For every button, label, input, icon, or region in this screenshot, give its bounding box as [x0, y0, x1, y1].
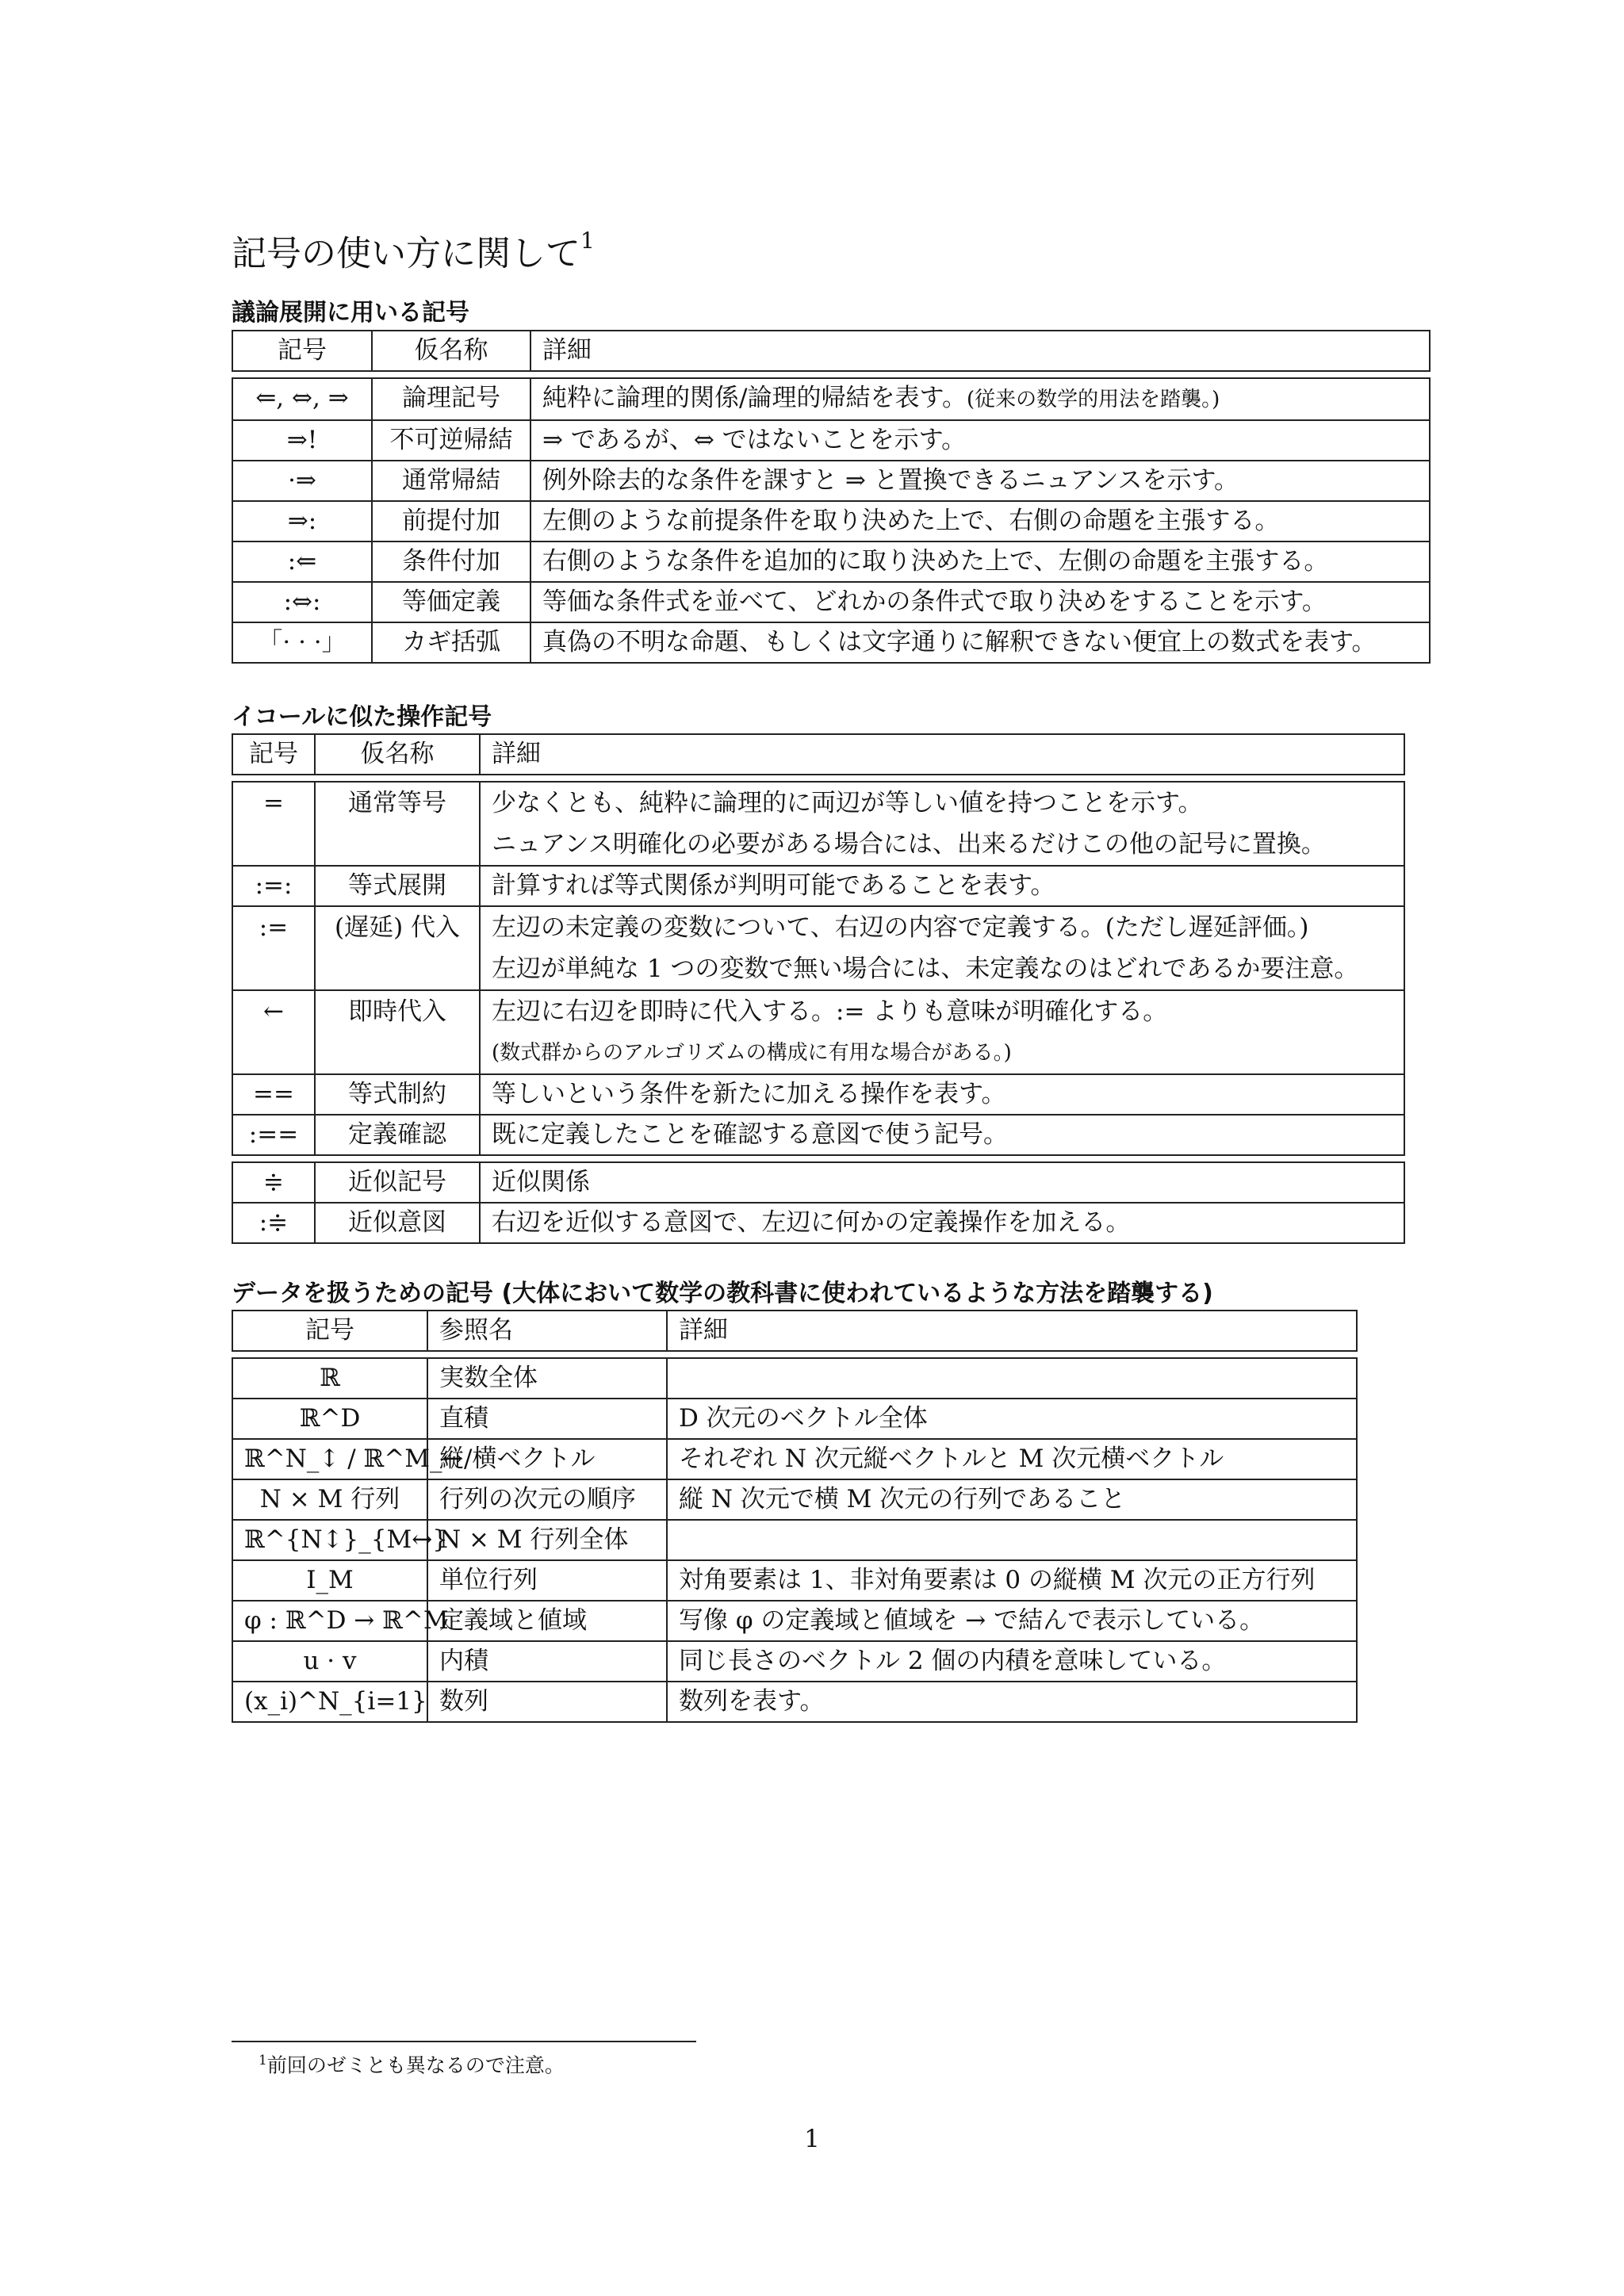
- table-row: [232, 1203, 1404, 1243]
- name-cell: 近似記号: [315, 1162, 480, 1203]
- symbol-cell: 「· · ·」: [232, 622, 372, 663]
- table-row: [232, 461, 1430, 501]
- table-row: [232, 1641, 1357, 1682]
- detail-cell: 数列を表す。: [667, 1682, 1357, 1722]
- detail-cell: 左側のような前提条件を取り決めた上で、右側の命題を主張する。: [530, 501, 1430, 541]
- section-title-logic: 議論展開に用いる記号: [232, 299, 469, 327]
- table-row: [232, 622, 1430, 663]
- table-row: [232, 420, 1430, 461]
- name-cell: 数列: [427, 1682, 667, 1722]
- table-header-row: [232, 734, 1404, 775]
- symbol-cell: :⇔:: [232, 582, 372, 622]
- page-number: 1: [804, 2125, 820, 2153]
- name-cell: カギ括弧: [372, 622, 530, 663]
- name-cell: 条件付加: [372, 541, 530, 582]
- name-cell: 通常等号: [315, 782, 480, 866]
- name-cell: 等式展開: [315, 866, 480, 906]
- detail-cell: 近似関係: [480, 1162, 1404, 1203]
- data-symbols-table: [232, 1310, 1358, 1723]
- table-row: [232, 1682, 1357, 1722]
- table-row: [232, 1399, 1357, 1439]
- symbol-cell: u · v: [232, 1641, 427, 1682]
- detail-cell: 写像 φ の定義域と値域を → で結んで表示している。: [667, 1601, 1357, 1641]
- detail-cell: 既に定義したことを確認する意図で使う記号。: [480, 1115, 1404, 1155]
- footnote-text: 前回のゼミとも異なるので注意。: [266, 2053, 565, 2077]
- header-detail: 詳細: [530, 331, 1430, 371]
- detail-cell: [667, 1358, 1357, 1399]
- symbol-cell: φ : ℝ^D → ℝ^M: [232, 1601, 427, 1641]
- name-cell: N × M 行列全体: [427, 1520, 667, 1560]
- equality-symbols-table: [232, 733, 1405, 1244]
- name-cell: 定義確認: [315, 1115, 480, 1155]
- detail-cell: 縦 N 次元で横 M 次元の行列であること: [667, 1479, 1357, 1520]
- name-cell: 不可逆帰結: [372, 420, 530, 461]
- detail-cell: 例外除去的な条件を課すと ⇒ と置換できるニュアンスを示す。: [530, 461, 1430, 501]
- detail-cell: 左辺に右辺を即時に代入する。:= よりも意味が明確化する。 (数式群からのアルゴリズムの構成に有用な場合がある。): [480, 990, 1404, 1074]
- name-cell: 等式制約: [315, 1074, 480, 1115]
- detail-cell: 右辺を近似する意図で、左辺に何かの定義操作を加える。: [480, 1203, 1404, 1243]
- detail-cell: 等価な条件式を並べて、どれかの条件式で取り決めをすることを示す。: [530, 582, 1430, 622]
- table-row: [232, 782, 1404, 866]
- name-cell: 前提付加: [372, 501, 530, 541]
- symbol-cell: N × M 行列: [232, 1479, 427, 1520]
- table-row: [232, 990, 1404, 1074]
- symbol-cell: :=:: [232, 866, 315, 906]
- footnote-mark: 1: [580, 228, 595, 254]
- table-row: [232, 1479, 1357, 1520]
- table-row: [232, 378, 1430, 420]
- symbol-cell: ℝ^D: [232, 1399, 427, 1439]
- table-header-row: [232, 331, 1430, 371]
- detail-cell: 対角要素は 1、非対角要素は 0 の縦横 M 次元の正方行列: [667, 1560, 1357, 1601]
- footnote-rule: [232, 2041, 696, 2042]
- detail-note: (従来の数学的用法を踏襲。): [966, 388, 1220, 411]
- symbol-cell: :==: [232, 1115, 315, 1155]
- name-cell: 等価定義: [372, 582, 530, 622]
- symbol-cell: (x_i)^N_{i=1}: [232, 1682, 427, 1722]
- detail-cell: 同じ長さのベクトル 2 個の内積を意味している。: [667, 1641, 1357, 1682]
- symbol-cell: ==: [232, 1074, 315, 1115]
- symbol-cell: ←: [232, 990, 315, 1074]
- header-name: 仮名称: [372, 331, 530, 371]
- symbol-cell: ≑: [232, 1162, 315, 1203]
- name-cell: 実数全体: [427, 1358, 667, 1399]
- header-detail: 詳細: [480, 734, 1404, 775]
- symbol-cell: ·⇒: [232, 461, 372, 501]
- detail-cell: 右側のような条件を追加的に取り決めた上で、左側の命題を主張する。: [530, 541, 1430, 582]
- detail-cell: 少なくとも、純粋に論理的に両辺が等しい値を持つことを示す。 ニュアンス明確化の必要がある場合には、出来るだけこの他の記号に置換。: [480, 782, 1404, 866]
- detail-cell: それぞれ N 次元縦ベクトルと M 次元横ベクトル: [667, 1439, 1357, 1479]
- symbol-cell: I_M: [232, 1560, 427, 1601]
- detail-cell: 計算すれば等式関係が判明可能であることを表す。: [480, 866, 1404, 906]
- header-symbol: 記号: [232, 1311, 427, 1351]
- detail-cell: 等しいという条件を新たに加える操作を表す。: [480, 1074, 1404, 1115]
- detail-cell: ⇒ であるが、⇔ ではないことを示す。: [530, 420, 1430, 461]
- header-name: 仮名称: [315, 734, 480, 775]
- name-cell: 直積: [427, 1399, 667, 1439]
- symbol-cell: ℝ^N_↕ / ℝ^M_↔: [232, 1439, 427, 1479]
- name-cell: 縦/横ベクトル: [427, 1439, 667, 1479]
- symbol-cell: :≑: [232, 1203, 315, 1243]
- symbol-cell: ⇒:: [232, 501, 372, 541]
- section-title-data: データを扱うための記号 (大体において数学の教科書に使われているような方法を踏襲する): [232, 1280, 1213, 1307]
- name-cell: 近似意図: [315, 1203, 480, 1243]
- table-row: [232, 866, 1404, 906]
- table-row: [232, 906, 1404, 990]
- name-cell: 通常帰結: [372, 461, 530, 501]
- table-row: [232, 1074, 1404, 1115]
- table-row: [232, 1439, 1357, 1479]
- header-symbol: 記号: [232, 734, 315, 775]
- table-row: [232, 1358, 1357, 1399]
- name-cell: 内積: [427, 1641, 667, 1682]
- table-header-row: [232, 1311, 1357, 1351]
- footnote: [259, 2047, 565, 2079]
- section-title-equality: イコールに似た操作記号: [232, 703, 492, 731]
- symbol-cell: =: [232, 782, 315, 866]
- name-cell: 単位行列: [427, 1560, 667, 1601]
- symbol-cell: :=: [232, 906, 315, 990]
- table-row: [232, 501, 1430, 541]
- symbol-cell: ℝ: [232, 1358, 427, 1399]
- footnote-mark: 1: [259, 2053, 267, 2068]
- table-row: [232, 582, 1430, 622]
- name-cell: (遅延) 代入: [315, 906, 480, 990]
- symbol-cell: ⇐, ⇔, ⇒: [232, 378, 372, 420]
- table-row: [232, 1560, 1357, 1601]
- page-title: 記号の使い方に関して$^1$: [232, 228, 595, 274]
- table-row: [232, 1162, 1404, 1203]
- detail-cell: [667, 1520, 1357, 1560]
- header-detail: 詳細: [667, 1311, 1357, 1351]
- symbol-cell: :⇐: [232, 541, 372, 582]
- detail-cell: 真偽の不明な命題、もしくは文字通りに解釈できない便宜上の数式を表す。: [530, 622, 1430, 663]
- table-row: [232, 541, 1430, 582]
- detail-cell: D 次元のベクトル全体: [667, 1399, 1357, 1439]
- name-cell: 即時代入: [315, 990, 480, 1074]
- detail-cell: 左辺の未定義の変数について、右辺の内容で定義する。(ただし遅延評価。) 左辺が単純な 1 つの変数で無い場合には、未定義なのはどれであるか要注意。: [480, 906, 1404, 990]
- name-cell: 定義域と値域: [427, 1601, 667, 1641]
- table-row: [232, 1601, 1357, 1641]
- name-cell: 論理記号: [372, 378, 530, 420]
- detail-cell: 純粋に論理的関係/論理的帰結を表す。(従来の数学的用法を踏襲。): [530, 378, 1430, 420]
- header-symbol: 記号: [232, 331, 372, 371]
- logic-symbols-table: [232, 330, 1431, 664]
- symbol-cell: ℝ^{N↕}_{M↔}: [232, 1520, 427, 1560]
- symbol-cell: ⇒!: [232, 420, 372, 461]
- table-row: [232, 1520, 1357, 1560]
- name-cell: 行列の次元の順序: [427, 1479, 667, 1520]
- header-name: 参照名: [427, 1311, 667, 1351]
- table-row: [232, 1115, 1404, 1155]
